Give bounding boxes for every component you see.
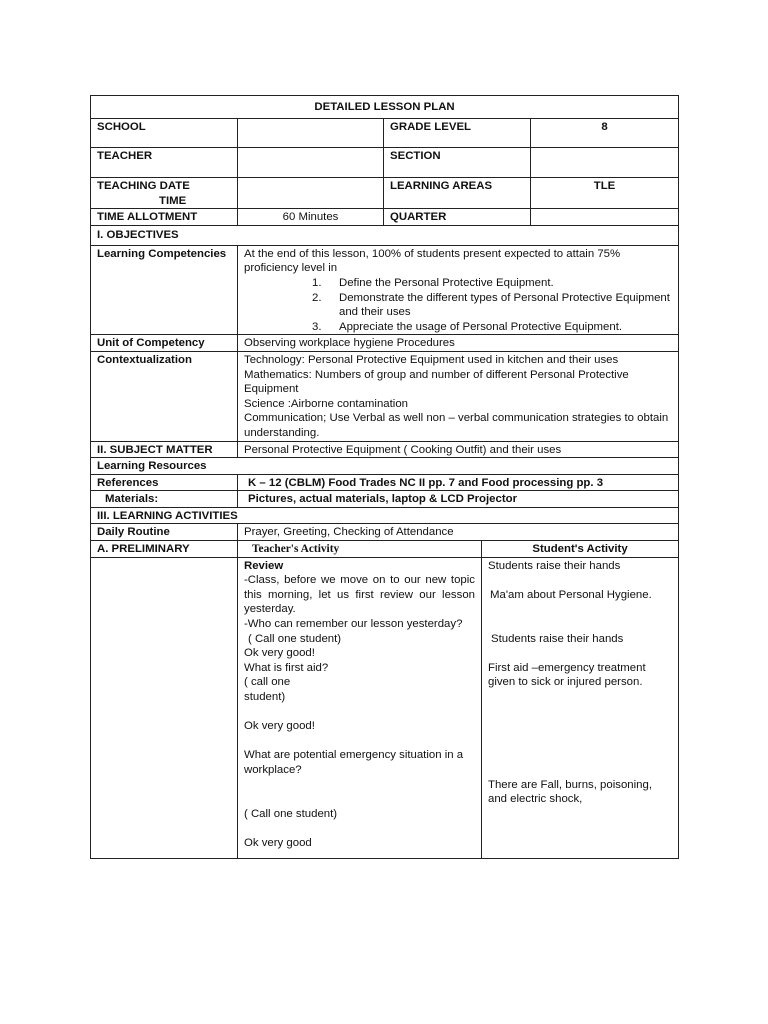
student-line: Ma'am about Personal Hygiene. — [490, 588, 652, 601]
teacher-line: student) — [244, 691, 286, 703]
teacher-line: -Class, before we move on to our new topic this morning, let us first review our lesson yesterday. — [244, 574, 475, 616]
teacher-line: ( call one — [244, 676, 291, 689]
objective-item: 3. Appreciate the usage of Personal Protective Equipment. — [312, 320, 623, 333]
daily-routine-label: Daily Routine — [91, 524, 238, 541]
teacher-value — [238, 148, 384, 178]
student-line: There are Fall, burns, poisoning, and electric shock, — [488, 778, 652, 806]
teacher-line: Ok very good! — [244, 720, 315, 733]
subject-matter-value: Personal Protective Equipment ( Cooking Outfit) and their uses — [238, 441, 679, 458]
teaching-date-label-line1: TEACHING DATE — [97, 180, 190, 192]
grade-level-value: 8 — [531, 119, 679, 148]
teacher-line: What are potential emergency situation in a workplace? — [244, 749, 464, 776]
preliminary-empty-cell — [91, 557, 238, 858]
quarter-label: QUARTER — [384, 209, 531, 226]
teacher-line: Ok very good — [244, 836, 312, 849]
teacher-line: ( Call one student) — [248, 632, 342, 645]
materials-label: Materials: — [91, 491, 238, 508]
lesson-plan-table — [90, 95, 679, 859]
objectives-list — [244, 276, 672, 334]
teacher-line: Ok very good! — [244, 647, 315, 660]
preliminary-label: A. PRELIMINARY — [91, 541, 238, 558]
objective-item: 1. Define the Personal Protective Equipment. — [312, 276, 554, 289]
unit-of-competency-label: Unit of Competency — [91, 335, 238, 352]
learning-areas-label: LEARNING AREAS — [384, 178, 531, 209]
context-line: Science :Airborne contamination — [244, 397, 408, 410]
section-label: SECTION — [384, 148, 531, 178]
objective-item: 2. Demonstrate the different types of Personal Protective Equipment and their uses — [312, 291, 670, 319]
review-heading: Review — [244, 559, 284, 572]
grade-level-label: GRADE LEVEL — [384, 119, 531, 148]
contextualization-content — [238, 351, 679, 441]
student-activity-content — [482, 557, 679, 858]
learning-resources-label: Learning Resources — [91, 458, 679, 475]
teacher-line: -Who can remember our lesson yesterday? — [244, 618, 463, 631]
references-label: References — [91, 474, 238, 491]
context-line: Mathematics: Numbers of group and number of different Personal Protective Equipment — [244, 368, 629, 396]
teaching-date-label — [91, 178, 238, 209]
contextualization-label: Contextualization — [91, 351, 238, 441]
learning-competencies-content — [238, 245, 679, 335]
document-title: DETAILED LESSON PLAN — [91, 96, 679, 119]
learning-competencies-label: Learning Competencies — [91, 245, 238, 335]
student-line: Students raise their hands — [488, 559, 621, 572]
time-allotment-value: 60 Minutes — [238, 209, 384, 226]
student-line: First aid –emergency treatment given to sick or injured person. — [488, 661, 646, 689]
school-value — [238, 119, 384, 148]
school-label: SCHOOL — [91, 119, 238, 148]
objectives-heading: I. OBJECTIVES — [91, 225, 679, 245]
context-line: Technology: Personal Protective Equipment used in kitchen and their uses — [244, 353, 619, 366]
unit-of-competency-value: Observing workplace hygiene Procedures — [238, 335, 679, 352]
daily-routine-value: Prayer, Greeting, Checking of Attendance — [238, 524, 679, 541]
teacher-label: TEACHER — [91, 148, 238, 178]
context-line: Communication; Use Verbal as well non – verbal communication strategies to obtain understanding. — [244, 412, 669, 439]
section-value — [531, 148, 679, 178]
objectives-intro: At the end of this lesson, 100% of students present expected to attain 75% proficiency level in — [244, 247, 621, 275]
teaching-date-value — [238, 178, 384, 209]
learning-areas-value: TLE — [531, 178, 679, 209]
teacher-activity-header: Teacher's Activity — [238, 541, 482, 558]
teacher-line: What is first aid? — [244, 661, 329, 674]
student-activity-header: Student's Activity — [482, 541, 679, 558]
subject-matter-label: II. SUBJECT MATTER — [91, 441, 238, 458]
references-value: K – 12 (CBLM) Food Trades NC II pp. 7 and Food processing pp. 3 — [238, 474, 679, 491]
materials-value: Pictures, actual materials, laptop & LCD Projector — [238, 491, 679, 508]
lesson-plan-page — [90, 95, 678, 859]
teaching-time-label: TIME — [159, 194, 187, 207]
student-line: Students raise their hands — [491, 632, 624, 645]
teacher-activity-content — [238, 557, 482, 858]
quarter-value — [531, 209, 679, 226]
teacher-line: ( Call one student) — [244, 807, 338, 820]
time-allotment-label: TIME ALLOTMENT — [91, 209, 238, 226]
learning-activities-heading: III. LEARNING ACTIVITIES — [91, 507, 679, 524]
